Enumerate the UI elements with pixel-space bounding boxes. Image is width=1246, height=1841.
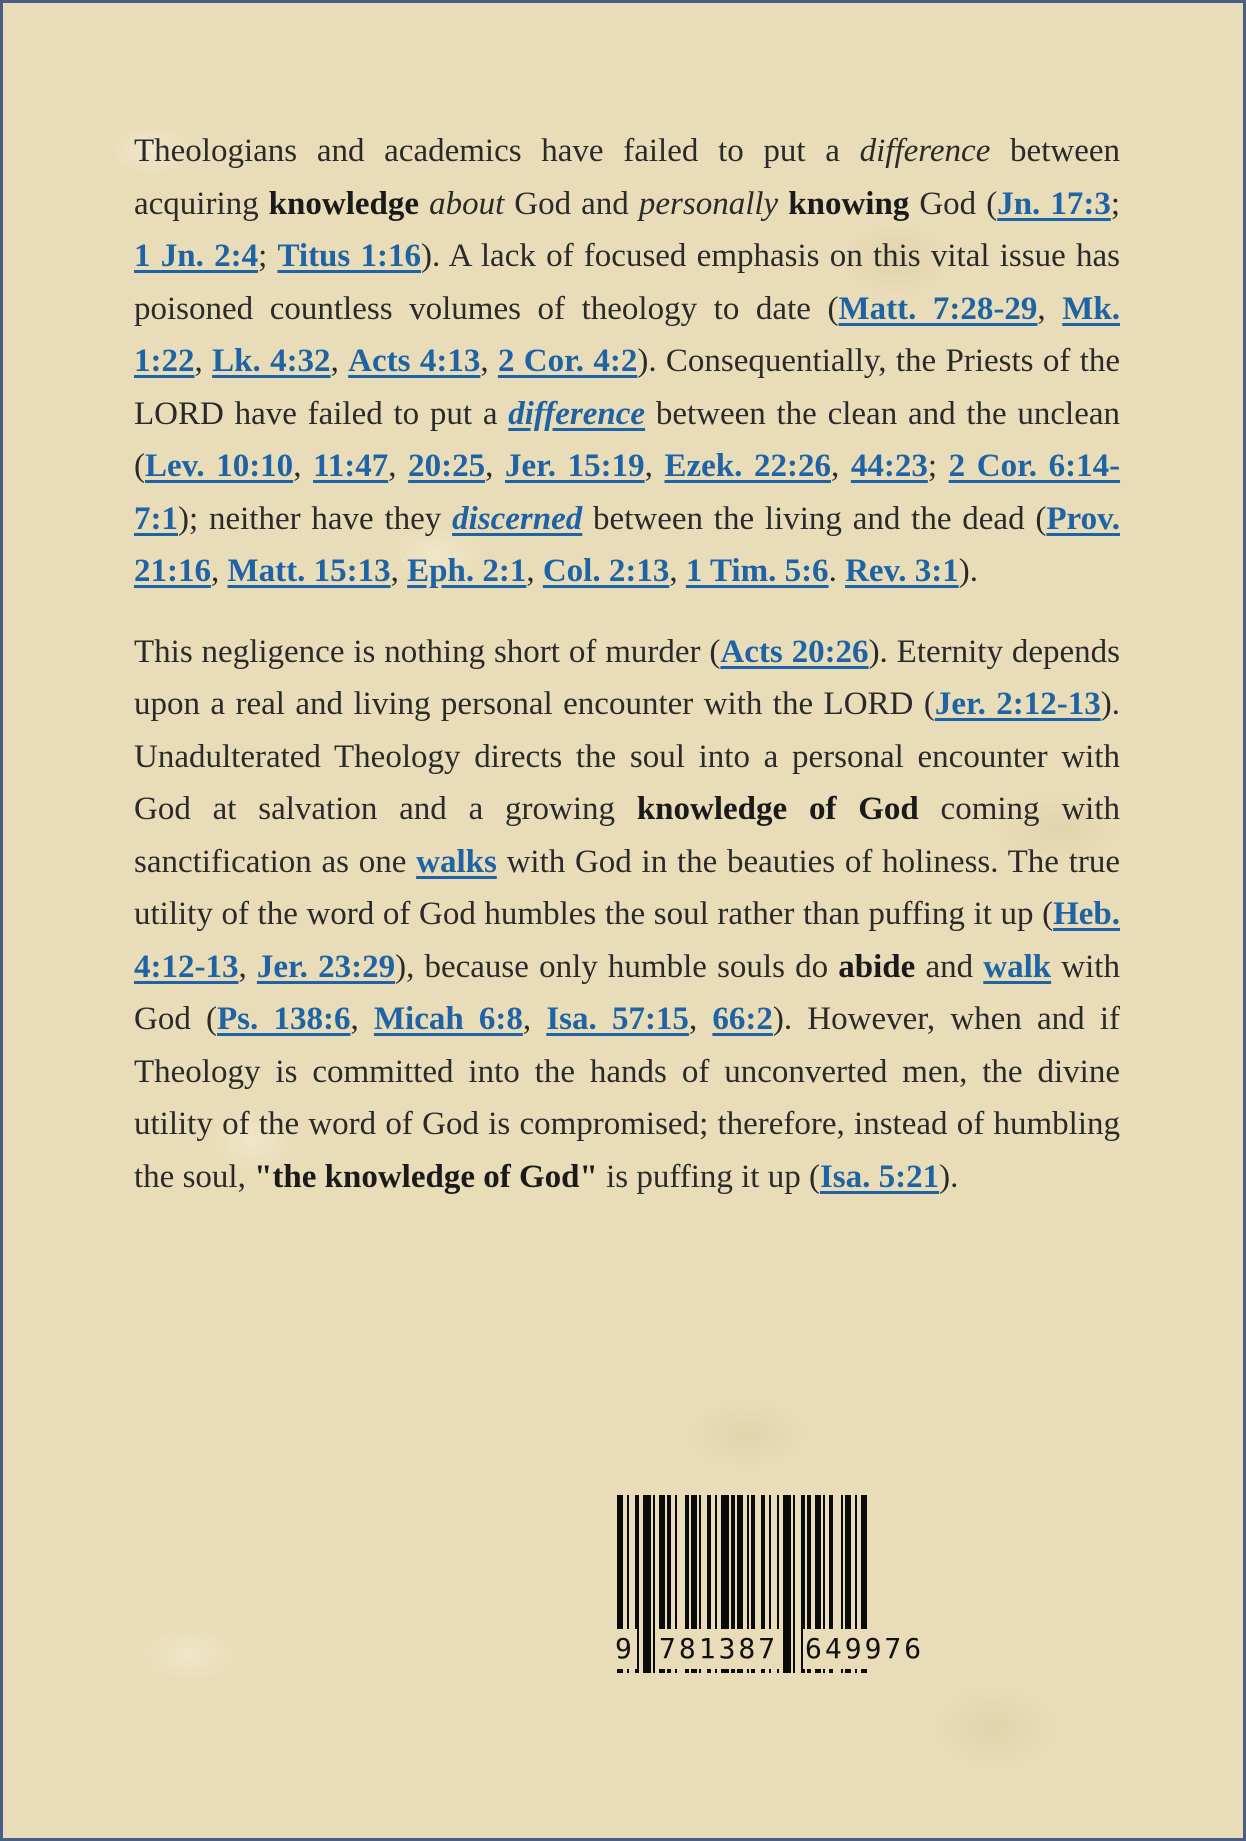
text-run: ;: [258, 238, 278, 274]
text-run: ). Consequentially, the Priests of the LORD have failed to put a: [134, 343, 1121, 432]
text-run: with God (: [134, 948, 1120, 1037]
scripture-reference-link[interactable]: Ezek. 22:26: [664, 448, 831, 484]
scripture-reference-link[interactable]: Ps. 138:6: [217, 1001, 351, 1037]
scripture-reference-link[interactable]: Acts 4:13: [348, 343, 481, 379]
scripture-reference-link[interactable]: walk: [983, 948, 1052, 985]
scripture-reference-link[interactable]: Matt. 7:28-29: [838, 290, 1038, 327]
barcode-right-digits: 649976: [803, 1629, 926, 1669]
text-run: ,: [669, 553, 686, 589]
text-run: between the clean and the unclean (: [134, 395, 1121, 484]
isbn-barcode: [617, 1495, 953, 1673]
text-run: ,: [1037, 290, 1063, 327]
scripture-reference-link[interactable]: 11:47: [313, 448, 389, 484]
text-run: ,: [194, 343, 213, 379]
text-run: ,: [390, 553, 408, 589]
text-run: ,: [293, 448, 314, 484]
scripture-reference-link[interactable]: Titus 1:16: [277, 238, 421, 274]
text-run: .: [828, 553, 846, 589]
text-run: with God in the beauties of holiness. The true utility of the word of God humbles the soul rather than puffing it up (: [134, 843, 1120, 932]
text-run: ). A lack of focused emphasis on this vital issue has poisoned countless volumes of theology to date (: [134, 238, 1120, 327]
scripture-reference-link[interactable]: Jn. 17:3: [997, 185, 1111, 222]
scripture-reference-link[interactable]: 20:25: [408, 448, 486, 484]
text-run: ). However, when and if Theology is committed into the hands of unconverted men, the divine utility of the word of God is compromised; therefore, instead of humbling the soul,: [134, 1001, 1121, 1195]
text-run: ).: [958, 553, 978, 589]
scripture-reference-link[interactable]: Isa. 5:21: [819, 1158, 940, 1195]
text-run: ). Unadulterated Theology directs the soul into a personal encounter with God at salvation and a growing: [134, 686, 1120, 827]
bold-text: knowledge of God: [636, 791, 919, 827]
scripture-reference-link[interactable]: Jer. 2:12-13: [934, 686, 1101, 722]
scripture-reference-link[interactable]: Micah 6:8: [373, 1001, 523, 1037]
text-run: coming with sanctification as one: [134, 791, 1120, 880]
text-run: Theologians and academics have failed to put a: [134, 133, 860, 169]
bold-text: knowing: [788, 185, 910, 222]
text-run: God (: [909, 185, 998, 222]
text-run: ;: [1110, 185, 1121, 222]
scripture-reference-link[interactable]: 2 Cor. 6:14-7:1: [134, 448, 1121, 537]
text-run: is puffing it up (: [597, 1158, 820, 1195]
text-run: ,: [330, 343, 349, 379]
barcode-bar: [793, 1495, 795, 1673]
barcode-left-digits: 781387: [657, 1629, 780, 1669]
text-run: ,: [238, 948, 257, 985]
scripture-reference-link[interactable]: Acts 20:26: [720, 633, 869, 670]
scripture-reference-link[interactable]: Mk. 1:22: [134, 290, 1120, 379]
italic-text: difference: [859, 133, 991, 169]
scripture-reference-link[interactable]: walks: [416, 843, 497, 880]
scripture-reference-link[interactable]: Jer. 23:29: [256, 948, 396, 985]
text-run: [419, 186, 429, 222]
text-run: ). Eternity depends upon a real and living personal encounter with the LORD (: [134, 633, 1120, 722]
text-run: between the living and the dead (: [582, 500, 1047, 537]
barcode-first-digit: 9: [613, 1629, 637, 1669]
text-run: ,: [526, 553, 543, 589]
text-run: ,: [831, 448, 851, 484]
text-run: ), because only humble souls do: [395, 948, 839, 985]
scripture-reference-link[interactable]: 66:2: [712, 1001, 773, 1037]
text-run: ).: [939, 1158, 959, 1195]
scripture-reference-link[interactable]: Rev. 3:1: [845, 553, 959, 589]
scripture-reference-link[interactable]: discerned: [452, 500, 583, 537]
bold-text: abide: [838, 948, 916, 985]
blurb-text: [134, 125, 1120, 1231]
scripture-reference-link[interactable]: Lev. 10:10: [145, 448, 294, 484]
scripture-reference-link[interactable]: difference: [508, 395, 646, 432]
barcode-bar: [653, 1495, 655, 1673]
text-run: ,: [211, 553, 228, 589]
scripture-reference-link[interactable]: Isa. 57:15: [546, 1001, 689, 1037]
text-run: This negligence is nothing short of murder (: [134, 633, 721, 670]
text-run: ,: [688, 1001, 713, 1037]
bold-text: "the knowledge of God": [254, 1158, 598, 1195]
text-run: ); neither have they: [178, 500, 453, 537]
scripture-reference-link[interactable]: Prov. 21:16: [134, 500, 1120, 589]
paragraph-1: [134, 125, 1120, 598]
italic-text: about: [429, 185, 505, 222]
scripture-reference-link[interactable]: Matt. 15:13: [227, 553, 391, 589]
text-run: ,: [644, 448, 665, 484]
text-run: [778, 186, 788, 222]
paragraph-2: [134, 626, 1120, 1204]
italic-text: personally: [638, 185, 779, 222]
text-run: ,: [485, 448, 505, 484]
text-run: ,: [388, 448, 409, 484]
barcode-bar: [783, 1495, 791, 1673]
scripture-reference-link[interactable]: 2 Cor. 4:2: [497, 343, 638, 379]
scripture-reference-link[interactable]: Heb. 4:12-13: [134, 896, 1120, 985]
text-run: and: [915, 948, 984, 985]
text-run: ;: [927, 448, 949, 484]
scripture-reference-link[interactable]: Jer. 15:19: [504, 448, 645, 484]
scripture-reference-link[interactable]: Lk. 4:32: [212, 343, 331, 379]
bold-text: knowledge: [268, 185, 420, 222]
scripture-reference-link[interactable]: Eph. 2:1: [407, 553, 527, 589]
text-run: ,: [522, 1001, 547, 1037]
text-run: between acquiring: [134, 133, 1120, 222]
text-run: God and: [504, 185, 639, 222]
scripture-reference-link[interactable]: Col. 2:13: [542, 553, 670, 589]
scripture-reference-link[interactable]: 44:23: [850, 448, 928, 484]
scripture-reference-link[interactable]: 1 Tim. 5:6: [685, 553, 829, 589]
scripture-reference-link[interactable]: 1 Jn. 2:4: [134, 238, 259, 274]
barcode-bar: [643, 1495, 651, 1673]
text-run: ,: [350, 1001, 374, 1037]
text-run: ,: [480, 343, 498, 379]
